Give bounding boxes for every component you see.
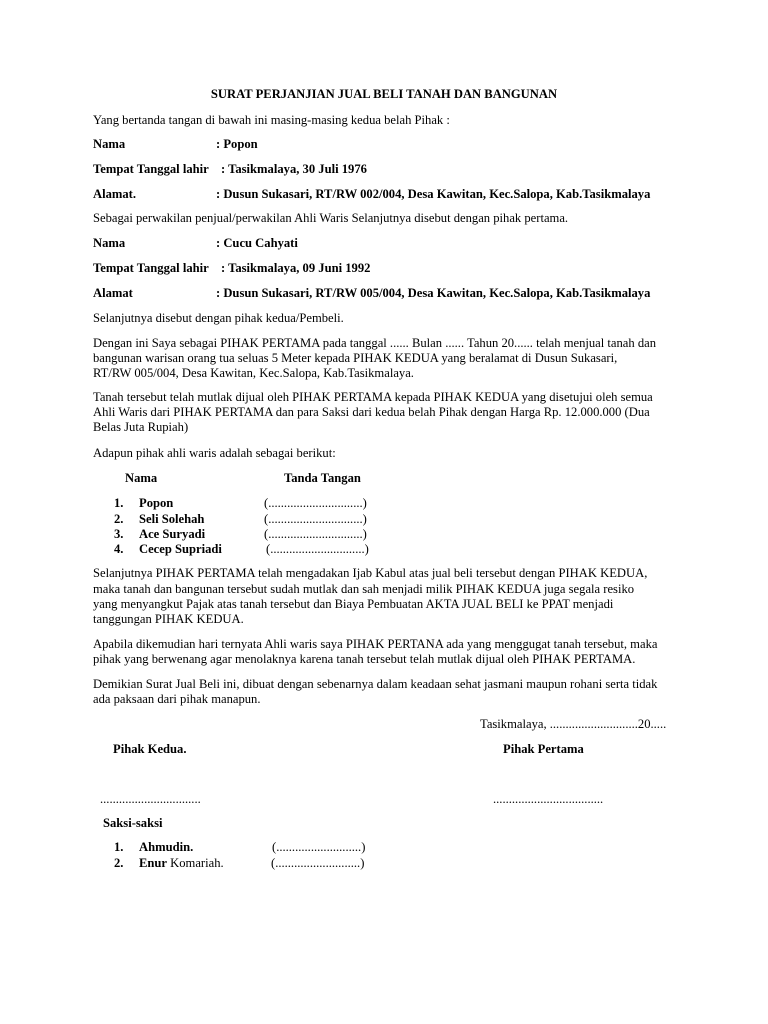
party2-nama-value: : Cucu Cahyati: [216, 236, 298, 250]
list-number: 2.: [114, 512, 124, 526]
para1-line: bangunan warisan orang tua seluas 5 Meter kepada PIHAK KEDUA yang beralamat di Dusun Sukasari,: [93, 351, 618, 365]
list-number: 1.: [114, 840, 124, 854]
signature-label-pihak-kedua: Pihak Kedua.: [113, 742, 187, 756]
signature-placeholder: (..............................): [264, 527, 367, 541]
para1-line: Dengan ini Saya sebagai PIHAK PERTAMA pada tanggal ...... Bulan ...... Tahun 20...... telah menjual tanah dan: [93, 336, 657, 350]
signature-line-pihak-pertama: ...................................: [493, 792, 604, 806]
place-date: Tasikmalaya, ............................20.....: [480, 717, 667, 731]
heirs-header-sign: Tanda Tangan: [284, 471, 361, 485]
party1-description: Sebagai perwakilan penjual/perwakilan Ahli Waris Selanjutnya disebut dengan pihak pertama.: [93, 211, 569, 225]
heir-name: Ace Suryadi: [139, 527, 206, 541]
para5-line: ada paksaan dari pihak manapun.: [93, 692, 261, 706]
para3-line: Selanjutnya PIHAK PERTAMA telah mengadakan Ijab Kabul atas jual beli tersebut dengan PIHAK KEDUA,: [93, 566, 648, 580]
witness-name-bold: Enur: [139, 856, 167, 870]
heir-name: Popon: [139, 496, 174, 510]
document-title: SURAT PERJANJIAN JUAL BELI TANAH DAN BANGUNAN: [210, 87, 558, 101]
para1-line: RT/RW 005/004, Desa Kawitan, Kec.Salopa, Kab.Tasikmalaya.: [93, 366, 414, 380]
list-number: 2.: [114, 856, 124, 870]
witness-name-rest: Komariah.: [167, 856, 224, 870]
heir-name: Cecep Supriadi: [139, 542, 222, 556]
signature-placeholder: (...........................): [271, 856, 365, 870]
heirs-intro: Adapun pihak ahli waris adalah sebagai berikut:: [93, 446, 336, 460]
intro-text: Yang bertanda tangan di bawah ini masing-masing kedua belah Pihak :: [93, 113, 450, 127]
heir-name: Seli Solehah: [139, 512, 205, 526]
signature-label-pihak-pertama: Pihak Pertama: [503, 742, 584, 756]
signature-placeholder: (..............................): [266, 542, 369, 556]
para4-line: pihak yang berwenang agar menolaknya karena tanah tersebut telah mutlak dijual oleh PIHAK PERTAMA.: [93, 652, 636, 666]
list-number: 1.: [114, 496, 124, 510]
list-number: 3.: [114, 527, 124, 541]
party2-nama-label: Nama: [93, 236, 126, 250]
signature-placeholder: (..............................): [264, 512, 367, 526]
signature-placeholder: (..............................): [264, 496, 367, 510]
party2-ttl-value: : Tasikmalaya, 09 Juni 1992: [221, 261, 371, 275]
heirs-header-name: Nama: [125, 471, 158, 485]
para2-line: Tanah tersebut telah mutlak dijual oleh PIHAK PERTAMA kepada PIHAK KEDUA yang disetujui oleh semua: [93, 390, 653, 404]
list-number: 4.: [114, 542, 124, 556]
party1-alamat-label: Alamat.: [93, 187, 137, 201]
party2-alamat-value: : Dusun Sukasari, RT/RW 005/004, Desa Kawitan, Kec.Salopa, Kab.Tasikmalaya: [216, 286, 651, 300]
para3-line: tanggungan PIHAK KEDUA.: [93, 612, 244, 626]
para3-line: yang menyangkut Pajak atas tanah tersebut dan Biaya Pembuatan AKTA JUAL BELI ke PPAT menjadi: [93, 597, 614, 611]
witness-name: [139, 840, 193, 855]
signature-placeholder: (...........................): [272, 840, 366, 854]
para2-line: Ahli Waris dari PIHAK PERTAMA dan para Saksi dari kedua belah Pihak dengan Harga Rp. 12.000.000 (Dua: [93, 405, 650, 419]
party1-alamat-value: : Dusun Sukasari, RT/RW 002/004, Desa Kawitan, Kec.Salopa, Kab.Tasikmalaya: [216, 187, 651, 201]
signature-line-pihak-kedua: ................................: [100, 792, 201, 806]
party1-nama-label: Nama: [93, 137, 126, 151]
witness-name: [139, 856, 224, 871]
party2-description: Selanjutnya disebut dengan pihak kedua/Pembeli.: [93, 311, 344, 325]
party2-alamat-label: Alamat: [93, 286, 133, 300]
para2-line: Belas Juta Rupiah): [93, 420, 189, 434]
party2-ttl-label: Tempat Tanggal lahir: [93, 261, 209, 275]
para3-line: maka tanah dan bangunan tersebut sudah mutlak dan sah menjadi milik PIHAK KEDUA juga segala resiko: [93, 582, 635, 596]
witness-name-bold: Ahmudin.: [139, 840, 194, 854]
para4-line: Apabila dikemudian hari ternyata Ahli waris saya PIHAK PERTANA ada yang menggugat tanah tersebut, maka: [93, 637, 658, 651]
witnesses-title: Saksi-saksi: [103, 816, 163, 830]
party1-ttl-value: : Tasikmalaya, 30 Juli 1976: [221, 162, 367, 176]
party1-ttl-label: Tempat Tanggal lahir: [93, 162, 209, 176]
para5-line: Demikian Surat Jual Beli ini, dibuat dengan sebenarnya dalam keadaan sehat jasmani maupun rohani serta tidak: [93, 677, 658, 691]
party1-nama-value: : Popon: [216, 137, 258, 151]
